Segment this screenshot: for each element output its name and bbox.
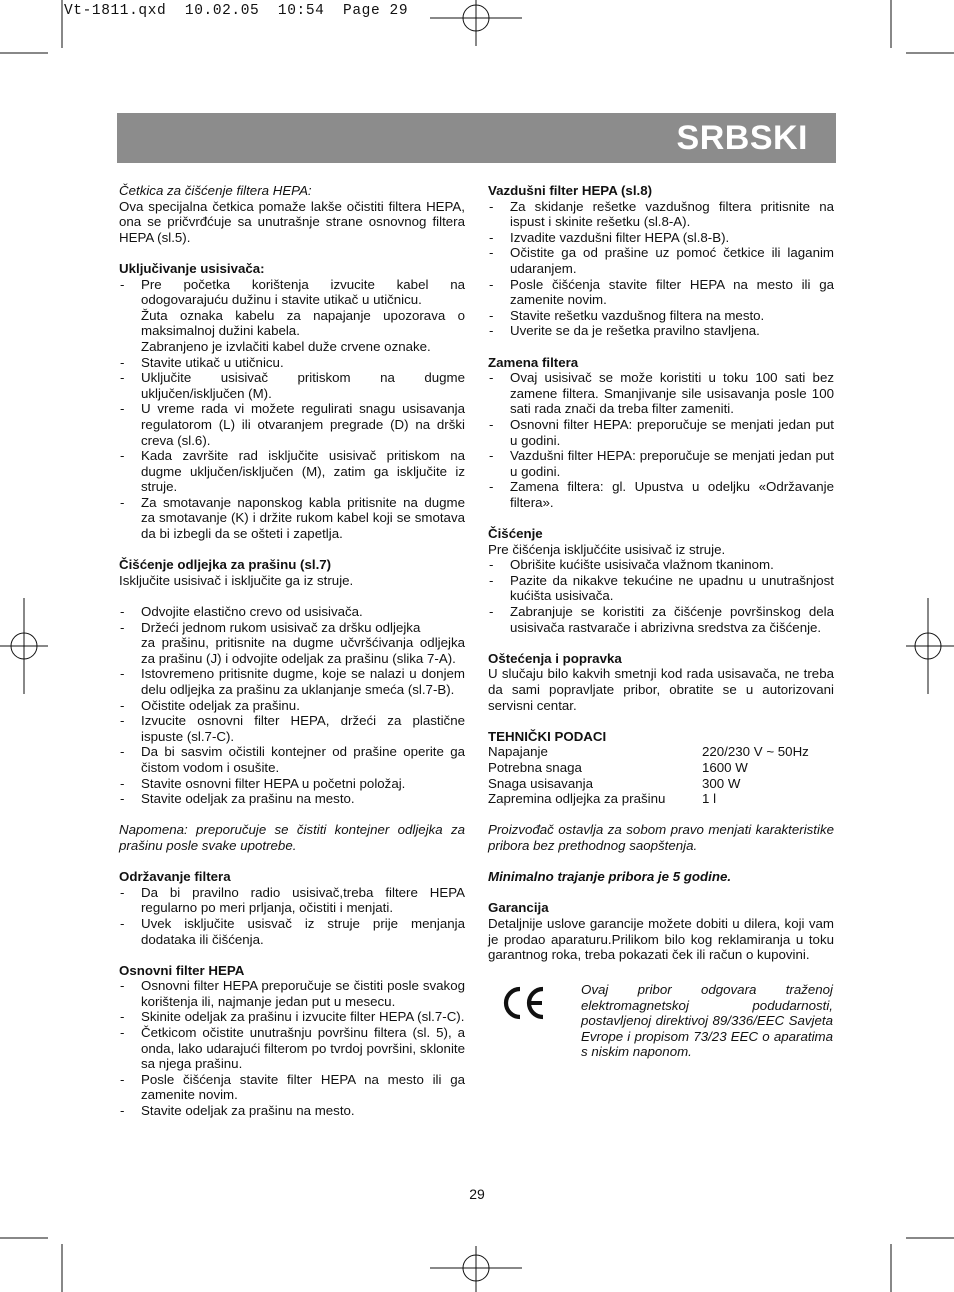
main-filter-list (119, 978, 465, 1118)
ce-mark-icon (500, 983, 546, 1023)
list-item: - Osnovni filter HEPA preporučuje se čistiti posle svakog korištenja ili, najmanje jedan put u mesecu. (119, 978, 465, 1009)
list-item: - Posle čišćenja stavite filter HEPA na mesto ili ga zamenite novim. (488, 277, 834, 308)
air-filter-list (488, 199, 834, 339)
list-item: - Skinite odeljak za prašinu i izvucite filter HEPA (sl.7-C). (119, 1009, 465, 1025)
dust-list (119, 604, 465, 807)
damage-text: U slučaju bilo kakvih smetnji kod rada usisavača, ne treba da sami popravljate pribor, obratite se u autorizovani servisni centar. (488, 666, 834, 713)
list-item: - Držeći jednom rukom usisivač za dršku odljejka za prašinu, pritisnite na dugme učvršćivanja odljejka za prašinu (J) i odvojite odeljak za prašinu (slika 7-A). (119, 620, 465, 667)
list-item: - Očistite odeljak za prašinu. (119, 698, 465, 714)
registration-mark-left (0, 598, 48, 694)
spec-row: Zapremina odljejka za prašinu 1 l (488, 791, 717, 807)
spec-row: Snaga usisavanja 300 W (488, 775, 741, 791)
list-item: - Uverite se da je rešetka pravilno stavljena. (488, 323, 834, 339)
list-item: - Stavite utikač u utičnicu. (119, 355, 465, 371)
cleaning-list (488, 557, 834, 635)
damage-heading: Oštećenja i popravka (488, 650, 622, 666)
list-item: - Stavite osnovni filter HEPA u početni položaj. (119, 776, 465, 792)
brush-title: Četkica za čišćenje filtera HEPA: (119, 183, 312, 198)
list-item: - Četkicom očistite unutrašnju površinu filtera (sl. 5), a onda, lako udarajući filterom po tvrdoj površini, sklonite sa njega prašinu. (119, 1025, 465, 1072)
air-filter-heading: Vazdušni filter HEPA (sl.8) (488, 183, 653, 198)
list-item: - Zabranjuje se koristiti za čišćenje površinskog dela usisivača rastvarače i abrizivna sredstva za čišćenje. (488, 604, 834, 635)
left-column (119, 183, 465, 1119)
power-list (119, 277, 465, 542)
manufacturer-note: Proizvođač ostavlja za sobom pravo menjati karakteristike pribora bez prethodnog saopštenja. (488, 822, 834, 853)
list-item: - Uvek isključite usisvač iz struje prije menjanja dodataka ili čišćenja. (119, 916, 465, 947)
list-item: - Osnovni filter HEPA: preporučuje se menjati jedan put u godini. (488, 417, 834, 448)
list-item: - Da bi pravilno radio usisivač,treba filtere HEPA regularno po meri prljanja, očistiti i menjati. (119, 885, 465, 916)
replace-heading: Zamena filtera (488, 354, 579, 370)
print-slug: Vt-1811.qxd 10.02.05 10:54 Page 29 (64, 3, 409, 19)
list-item: - Kada završite rad isključite usisivač pritiskom na dugme uključen/isključen (M), zatim ga isključite iz struje. (119, 448, 465, 495)
list-item: - Obrišite kućište usisivača vlažnom tkaninom. (488, 557, 834, 573)
list-item: - Posle čišćenja stavite filter HEPA na mesto ili ga zamenite novim. (119, 1072, 465, 1103)
list-item: - Stavite odeljak za prašinu na mesto. (119, 1103, 465, 1119)
list-item: - Izvadite vazdušni filter HEPA (sl.8-B). (488, 230, 834, 246)
ce-text: Ovaj pribor odgovara traženoj elektromagnetskoj podudarnosti, postavljenoj direktivoj 89/336/EEC Savjeta Evrope i propisom 73/23 EEC o aparatima s niskim naponom. (581, 981, 833, 1060)
list-item: - Zamena filtera: gl. Upustva u odeljku «Održavanje filtera». (488, 479, 834, 510)
warranty-text: Detaljnije uslove garancije možete dobiti u dilera, koji vam je prodao aparaturu.Prilikom bilo kog reklamiranja u toku garantnog roka, treba pokazati ček ili račun o kupovini. (488, 915, 834, 963)
list-item: - Da bi sasvim očistili kontejner od prašine operite ga čistom vodom i osušite. (119, 744, 465, 775)
registration-mark-bottom (430, 1246, 522, 1292)
list-item: - Za skidanje rešetke vazdušnog filtera pritisnite na ispust i skinite rešetku (sl.8-A). (488, 199, 834, 230)
list-item: - Ovaj usisivač se može koristiti u toku 100 sati bez zamene filtera. Smanjivanje sile usisavanja posle 100 sati rada znači da treba filter zameniti. (488, 370, 834, 417)
list-item: - Vazdušni filter HEPA: preporučuje se menjati jedan put u godini. (488, 448, 834, 479)
spec-table (488, 744, 809, 806)
language-title: SRBSKI (676, 119, 808, 157)
cleaning-intro: Pre čišćenja isključćite usisivač iz struje. (488, 541, 726, 557)
list-item: - Stavite rešetku vazdušnog filtera na mesto. (488, 308, 834, 324)
warranty-heading: Garancija (488, 900, 549, 916)
spec-row: Napajanje 220/230 V ~ 50Hz (488, 744, 809, 760)
dust-note: Napomena: preporučuje se čistiti kontejner odljejka za prašinu posle svake upotrebe. (119, 822, 465, 853)
right-column (488, 183, 834, 1060)
list-item: - U vreme rada vi možete regulirati snagu usisavanja regulatorom (L) ili otvaranjem pregrade (D) na drški creva (sl.6). (119, 401, 465, 448)
list-item: - Pazite da nikakve tekućine ne upadnu u unutrašnjost kućišta usisivača. (488, 573, 834, 604)
list-item: - Stavite odeljak za prašinu na mesto. (119, 791, 465, 807)
list-item: - Za smotavanje naponskog kabla pritisnite na dugme za smotavanje (K) i držite rukom kabel koji se smotava da bi izbegli da se ošteti i zapetlja. (119, 495, 465, 542)
tech-heading: TEHNIČKI PODACI (488, 728, 607, 744)
language-banner (117, 113, 836, 163)
power-heading: Uključivanje usisivača: (119, 260, 265, 276)
list-item: - Odvojite elastično crevo od usisivača. (119, 604, 465, 620)
list-item: - Izvucite osnovni filter HEPA, držeći za plastične ispuste (sl.7-C). (119, 713, 465, 744)
replace-list (488, 370, 834, 510)
registration-mark-right (906, 598, 954, 694)
ce-block (488, 969, 834, 1060)
brush-text: Ova specijalna četkica pomaže lakše očistiti filtera HEPA, ona se pričvrđćuje sa unutrašnje strane osnovnog filtera HEPA (sl.5). (119, 198, 465, 245)
dust-intro: Isključite usisivač i isključite ga iz struje. (119, 572, 354, 588)
registration-mark-top (430, 0, 522, 46)
cleaning-heading: Čišćenje (488, 526, 543, 542)
main-filter-heading: Osnovni filter HEPA (119, 962, 245, 978)
filters-list (119, 885, 465, 947)
dust-heading: Čišćenje odljejka za prašinu (sl.7) (119, 557, 332, 573)
list-item: - Uključite usisivač pritiskom na dugme uključen/isključen (M). (119, 370, 465, 401)
page-number: 29 (469, 1186, 485, 1202)
list-item: - Istovremeno pritisnite dugme, koje se nalazi u donjem delu odljejka za prašinu za uklanjanje smeća (sl.7-B). (119, 666, 465, 697)
spec-row: Potrebna snaga 1600 W (488, 759, 748, 775)
filters-heading: Održavanje filtera (119, 869, 231, 885)
list-item: - Očistite ga od prašine uz pomoć četkice ili laganim udaranjem. (488, 245, 834, 276)
lifetime-note: Minimalno trajanje pribora je 5 godine. (488, 869, 732, 885)
list-item: - Pre početka korištenja izvucite kabel na odogovarajuću dužinu i stavite utikač u utičnicu. Žuta oznaka kabelu za napajanje upozorava o maksimalnoj dužini kabela. Zabranjeno je izvlačiti kabel duže crvene oznake. (119, 277, 465, 355)
